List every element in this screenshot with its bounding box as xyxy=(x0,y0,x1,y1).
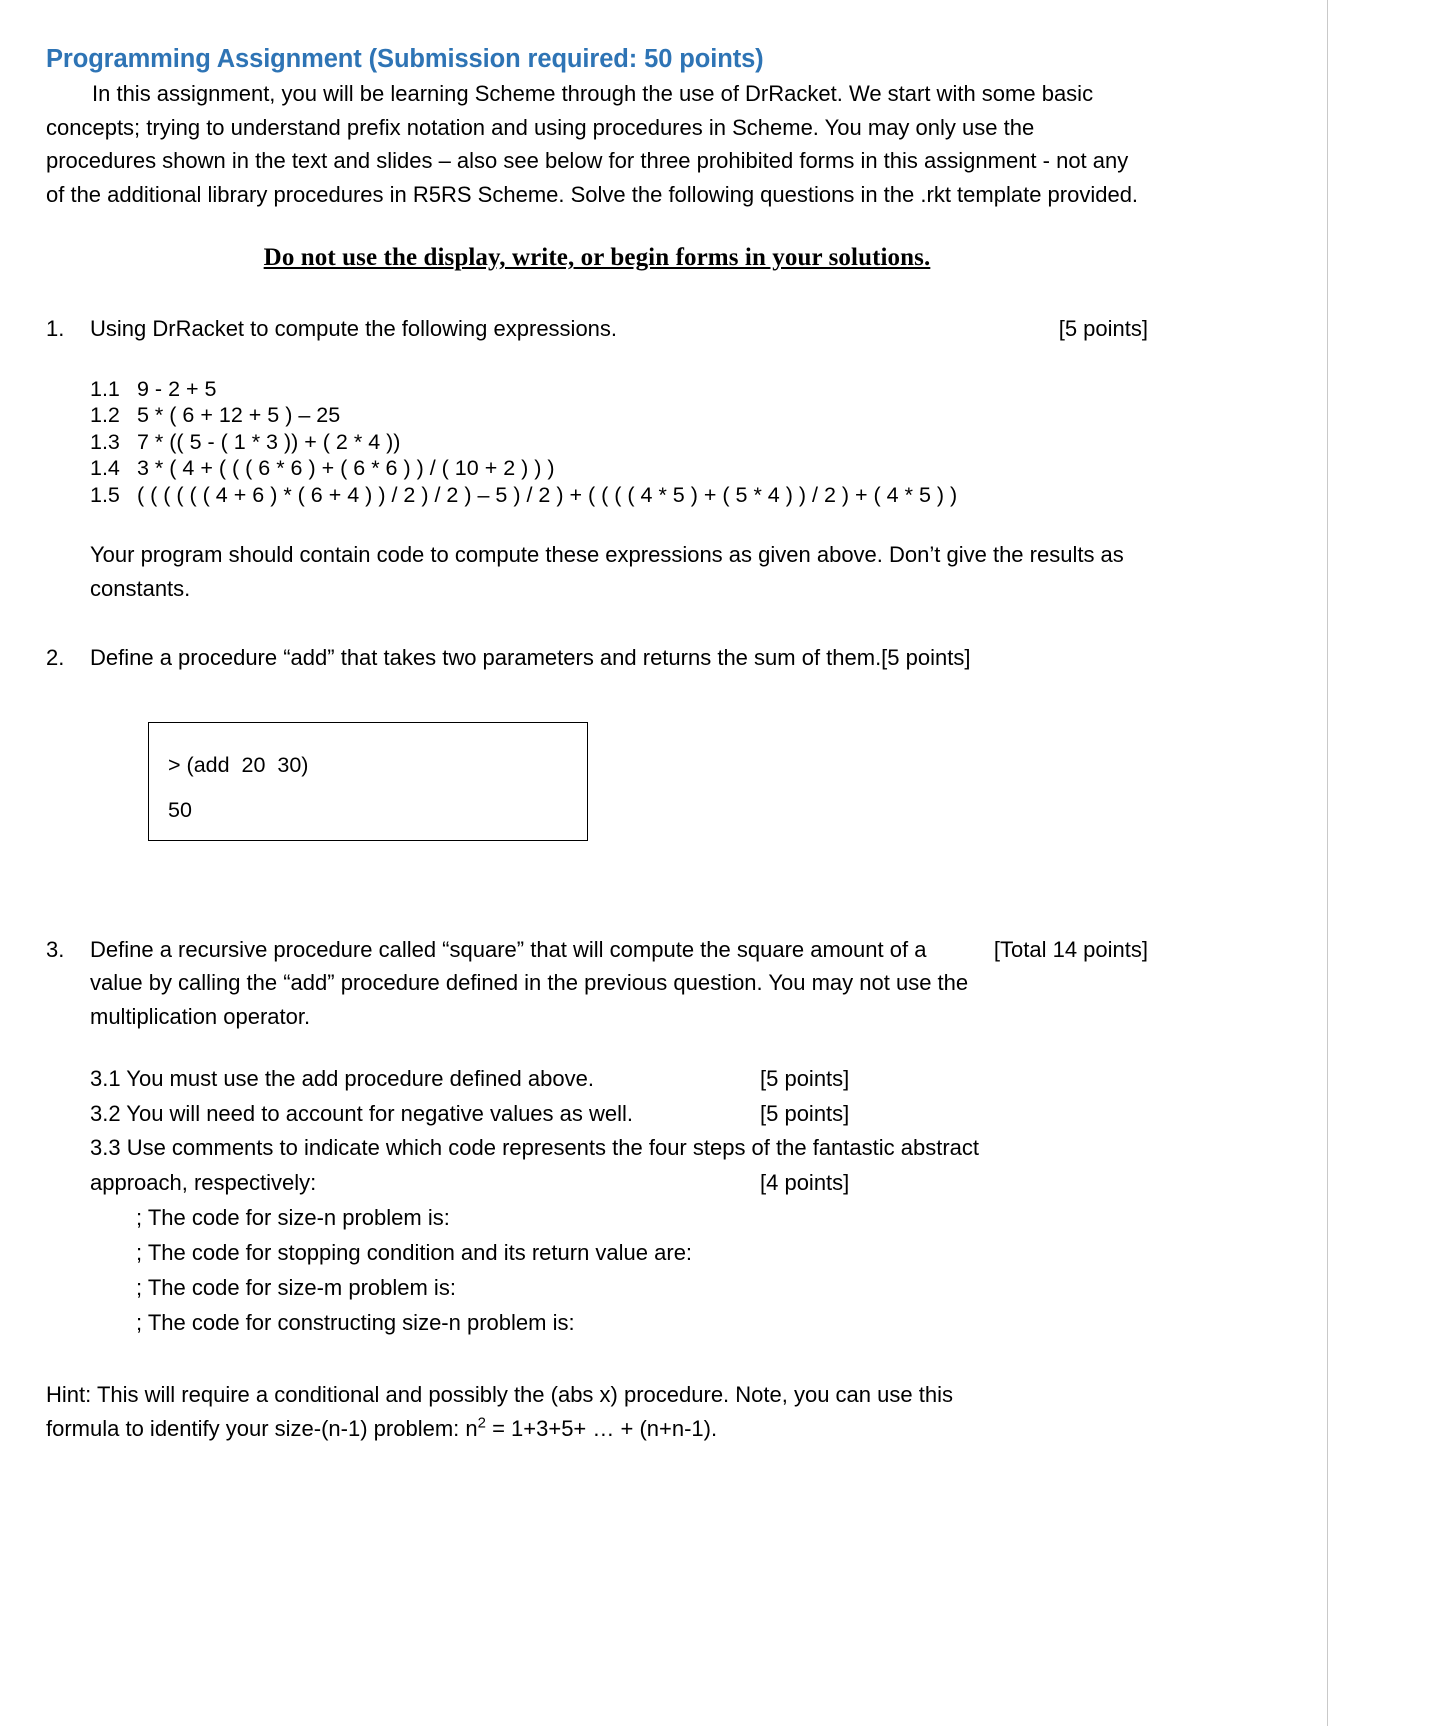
comment-line-stopping-condition: ; The code for stopping condition and its return value are: xyxy=(136,1240,693,1266)
repl-prompt-line: > (add 20 30) xyxy=(168,752,309,777)
sub-item-3-3-points: [4 points] xyxy=(760,1169,850,1195)
expression-label: 1.2 xyxy=(90,403,120,428)
expression-value: 3 * ( 4 + ( ( ( 6 * 6 ) + ( 6 * 6 ) ) / ( 10 + 2 ) ) ) xyxy=(137,456,555,481)
intro-paragraph: In this assignment, you will be learning Scheme through the use of DrRacket. We start with some basic concepts; trying to understand prefix notation and using procedures in Scheme. You may only use the procedures shown in the text and slides – also see below for three prohibited forms in this assignment - not any of the additional library procedures in R5RS Scheme. Solve the following questions in the .rkt template provided. xyxy=(46,81,1139,207)
comment-line-size-m: ; The code for size-m problem is: xyxy=(136,1275,456,1301)
expression-value: 9 - 2 + 5 xyxy=(137,376,217,401)
sub-item-3-2 xyxy=(90,1097,1148,1132)
expression-list xyxy=(90,376,1148,509)
expression-item xyxy=(90,402,1148,429)
question-1-number: 1. xyxy=(46,316,65,342)
expression-item xyxy=(90,376,1148,403)
question-1-points: [5 points] xyxy=(1058,316,1148,342)
document-content xyxy=(46,44,1148,1445)
expression-value: 5 * ( 6 + 12 + 5 ) – 25 xyxy=(137,403,341,428)
sub-item-3-1-points: [5 points] xyxy=(760,1066,850,1092)
hint-formula-suffix: = 1+3+5+ … + (n+n-1). xyxy=(485,1415,718,1441)
question-3-points: [Total 14 points] xyxy=(993,936,1148,962)
question-2 xyxy=(46,641,1148,841)
expression-label: 1.1 xyxy=(90,376,120,401)
question-2-number: 2. xyxy=(46,645,65,671)
sub-item-3-2-points: [5 points] xyxy=(760,1100,850,1126)
question-2-text: Define a procedure “add” that takes two parameters and returns the sum of them.[5 points] xyxy=(90,645,971,671)
comment-line-size-n: ; The code for size-n problem is: xyxy=(136,1205,450,1231)
expression-label: 1.5 xyxy=(90,482,120,507)
hint-formula-superscript: 2 xyxy=(477,1414,486,1432)
hint-formula-prefix: formula to identify your size-(n-1) problem: n xyxy=(46,1415,478,1441)
repl-result-line: 50 xyxy=(168,797,192,822)
expression-label: 1.4 xyxy=(90,456,120,481)
page-title: Programming Assignment (Submission required: 50 points) xyxy=(46,45,764,73)
sub-item-3-3-line-1: 3.3 Use comments to indicate which code represents the four steps of the fantastic abstract xyxy=(90,1135,980,1161)
comment-line-constructing-size-n: ; The code for constructing size-n problem is: xyxy=(136,1310,575,1336)
prohibited-forms-notice: Do not use the display, write, or begin forms in your solutions. xyxy=(263,244,931,272)
repl-output-box xyxy=(148,722,588,841)
expression-item xyxy=(90,429,1148,456)
question-3-text: Define a recursive procedure called “square” that will compute the square amount of a value by calling the “add” procedure defined in the previous question. You may not use the multiplication operator. xyxy=(90,936,969,1029)
hint-line-1: Hint: This will require a conditional and possibly the (abs x) procedure. Note, you can use this xyxy=(46,1382,953,1408)
hint-block xyxy=(46,1378,1148,1445)
expression-value: ( ( ( ( ( ( 4 + 6 ) * ( 6 + 4 ) ) / 2 ) / 2 ) – 5 ) / 2 ) + ( ( ( ( 4 * 5 ) + ( 5 * 4 ) ) / 2 ) + ( 4 * 5 ) ) xyxy=(137,482,958,507)
expression-item xyxy=(90,455,1148,482)
expression-item xyxy=(90,482,1148,509)
question-1-text: Using DrRacket to compute the following expressions. xyxy=(90,316,618,342)
question-1-note: Your program should contain code to compute these expressions as given above. Don’t give the results as constants. xyxy=(90,542,1124,601)
sub-item-3-3-text: approach, respectively: xyxy=(90,1169,317,1195)
hint-line-2 xyxy=(46,1412,1148,1446)
question-1 xyxy=(46,312,1148,605)
sub-item-3-1 xyxy=(90,1062,1148,1097)
question-3-number: 3. xyxy=(46,936,65,962)
page-edge-line xyxy=(1327,0,1328,1726)
question-3-sub-list xyxy=(90,1062,1148,1340)
question-3 xyxy=(46,933,1148,1341)
sub-item-3-3-line-2 xyxy=(90,1166,1148,1201)
sub-item-3-1-text: 3.1 You must use the add procedure defined above. xyxy=(90,1066,594,1092)
expression-value: 7 * (( 5 - ( 1 * 3 )) + ( 2 * 4 )) xyxy=(137,429,401,454)
sub-item-3-2-text: 3.2 You will need to account for negative values as well. xyxy=(90,1100,634,1126)
expression-label: 1.3 xyxy=(90,429,120,454)
